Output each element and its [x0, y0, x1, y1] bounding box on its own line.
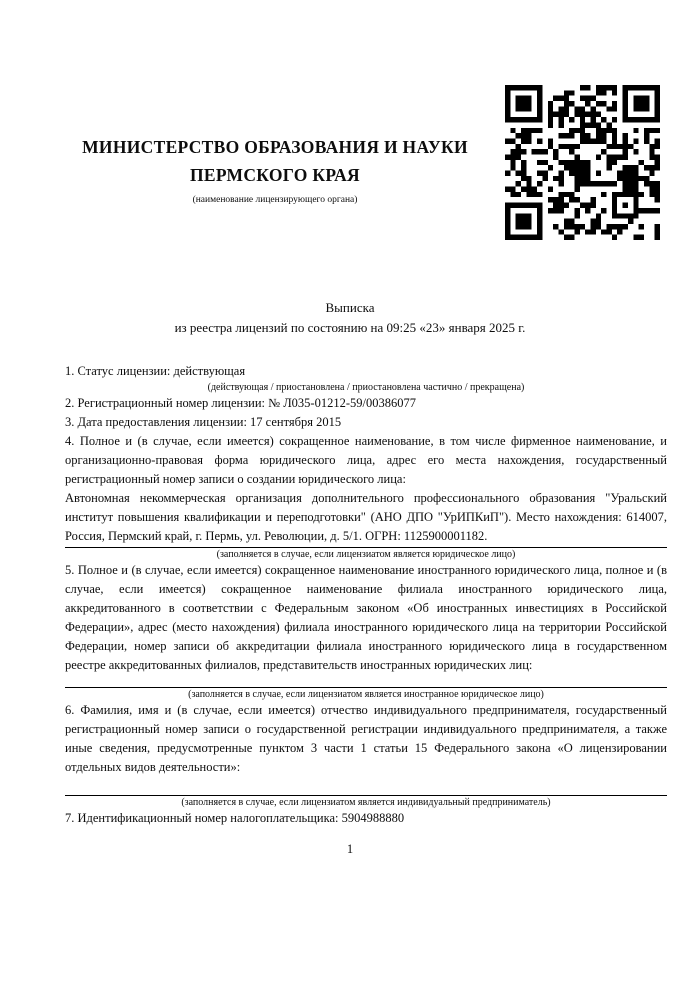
field-entrepreneur-note: (заполняется в случае, если лицензиатом является индивидуальный предприниматель): [181, 797, 551, 808]
field-entrepreneur-value-blank: [65, 783, 667, 796]
document-title-line1: Выписка: [325, 300, 375, 315]
page-number: 1: [346, 842, 354, 856]
licensing-authority-block: [65, 85, 505, 206]
field-foreign-entity-label: 5. Полное и (в случае, если имеется) сокращенное наименование иностранного юридического лица, полное и (в случае, если имеется) сокращенное наименование филиала иностранного юридического лица, аккредитованного в соответствии с Федеральным законом «Об иностранных инвестициях в Российской Федерации», адрес (место нахождения) филиала иностранного юридического лица на территории Российской Федерации, номер записи об аккредитации филиала иностранного юридического лица в государственном реестре аккредитованных филиалов, представительств иностранных юридических лиц:: [65, 563, 667, 672]
field-legal-entity-note: (заполняется в случае, если лицензиатом является юридическое лицо): [216, 549, 516, 560]
field-taxpayer-number: 7. Идентификационный номер налогоплательщика: 5904988880: [65, 811, 405, 825]
document-title: [0, 298, 700, 338]
ministry-name-line1: МИНИСТЕРСТВО ОБРАЗОВАНИЯ И НАУКИ: [82, 137, 468, 157]
field-entrepreneur-label: 6. Фамилия, имя и (в случае, если имеется) отчество индивидуального предпринимателя, государственный регистрационный номер записи о государственной регистрации индивидуального предпринимателя, а также иные сведения, предусмотренные пунктом 3 части 1 статьи 15 Федерального закона «О лицензировании отдельных видов деятельности»:: [65, 703, 667, 774]
field-legal-entity-value: Автономная некоммерческая организация дополнительного профессионального образования "Уральский институт повышения квалификации и переподготовки" (АНО ДПО "УрИПКиП"). Место нахождения: 614007, Россия, Пермский край, г. Пермь, ул. Революции, д. 5/1. ОГРН: 1125900001182.: [65, 489, 667, 548]
document-body: [0, 362, 700, 828]
qr-code-icon: [505, 85, 660, 240]
licensing-authority-note: (наименование лицензирующего органа): [192, 195, 358, 205]
field-license-status: 1. Статус лицензии: действующая: [65, 364, 246, 378]
field-foreign-entity-value-blank: [65, 675, 667, 688]
document-header: [0, 0, 700, 240]
field-legal-entity-label: 4. Полное и (в случае, если имеется) сокращенное наименование, в том числе фирменное наименование, и организационно-правовая форма юридического лица, адрес его места нахождения, государственный регистрационный номер записи о создании юридического лица:: [65, 434, 667, 486]
document-title-line2: из реестра лицензий по состоянию на 09:25 «23» января 2025 г.: [174, 320, 526, 335]
field-registration-number: 2. Регистрационный номер лицензии: № Л035-01212-59/00386077: [65, 396, 416, 410]
field-grant-date: 3. Дата предоставления лицензии: 17 сентября 2015: [65, 415, 342, 429]
field-foreign-entity-note: (заполняется в случае, если лицензиатом является иностранное юридическое лицо): [188, 689, 544, 700]
field-license-status-note: (действующая / приостановлена / приостановлена частично / прекращена): [207, 382, 525, 393]
ministry-name-line2: ПЕРМСКОГО КРАЯ: [190, 165, 360, 185]
